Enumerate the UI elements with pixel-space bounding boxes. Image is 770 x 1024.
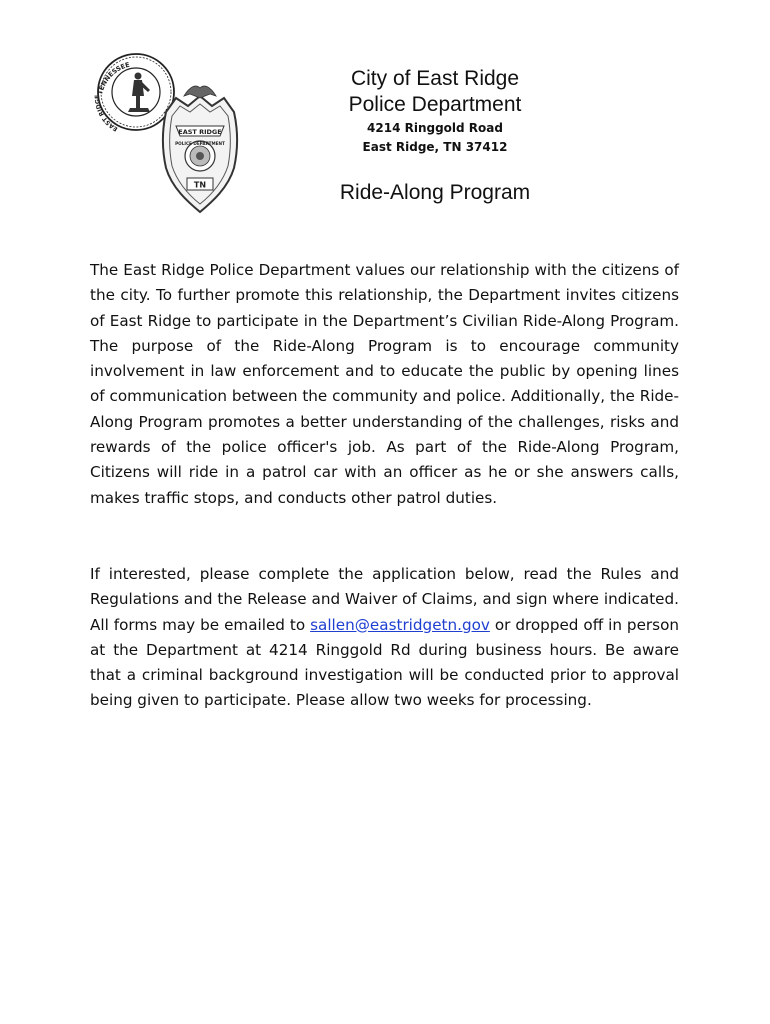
seal-state-text: TENNESSEE [96,60,131,96]
program-title: Ride-Along Program [339,181,531,204]
city-seal-and-badge-logo [88,50,248,220]
instructions-text-end: or dropped off in person at the Department at 4214 Ringgold Rd during business hours. Be aware that a criminal background investigation will be conducted prior to approval being given to participate. Please allow two weeks for processing. [90,615,679,710]
seal-city-text: EAST RIDGE [94,94,120,133]
instructions-text-start: If interested, please complete the application below, read the Rules and Regulations and the Release and Waiver of Claims, and sign where indicated. All forms may be emailed to [90,565,679,634]
badge-state-text: TN [193,180,207,190]
instructions-paragraph [90,562,679,714]
contact-email-link[interactable]: sallen@eastridgetn.gov [310,615,490,634]
seal-badge-graphic [88,50,248,220]
intro-paragraph: The East Ridge Police Department values our relationship with the citizens of the city. To further promote this relationship, the Department invites citizens of East Ridge to participate in the Department’s Civilian Ride-Along Program. The purpose of the Ride-Along Program is to encourage community involvement in law enforcement and to educate the public by opening lines of communication between the community and police. Additionally, the Ride-Along Program promotes a better understanding of the challenges, risks and rewards of the police officer's job. As part of the Ride-Along Program, Citizens will ride in a patrol car with an officer as he or she answers calls, makes traffic stops, and conducts other patrol duties. [90,261,679,507]
city-name: City of East Ridge [350,67,520,90]
address-city-state-zip: East Ridge, TN 37412 [362,140,508,154]
badge-top-text: EAST RIDGE [178,128,222,136]
police-badge-icon [163,86,237,212]
department-name: Police Department [348,93,522,116]
badge-mid-text: POLICE DEPARTMENT [175,141,225,146]
address-street: 4214 Ringgold Road [367,121,503,135]
